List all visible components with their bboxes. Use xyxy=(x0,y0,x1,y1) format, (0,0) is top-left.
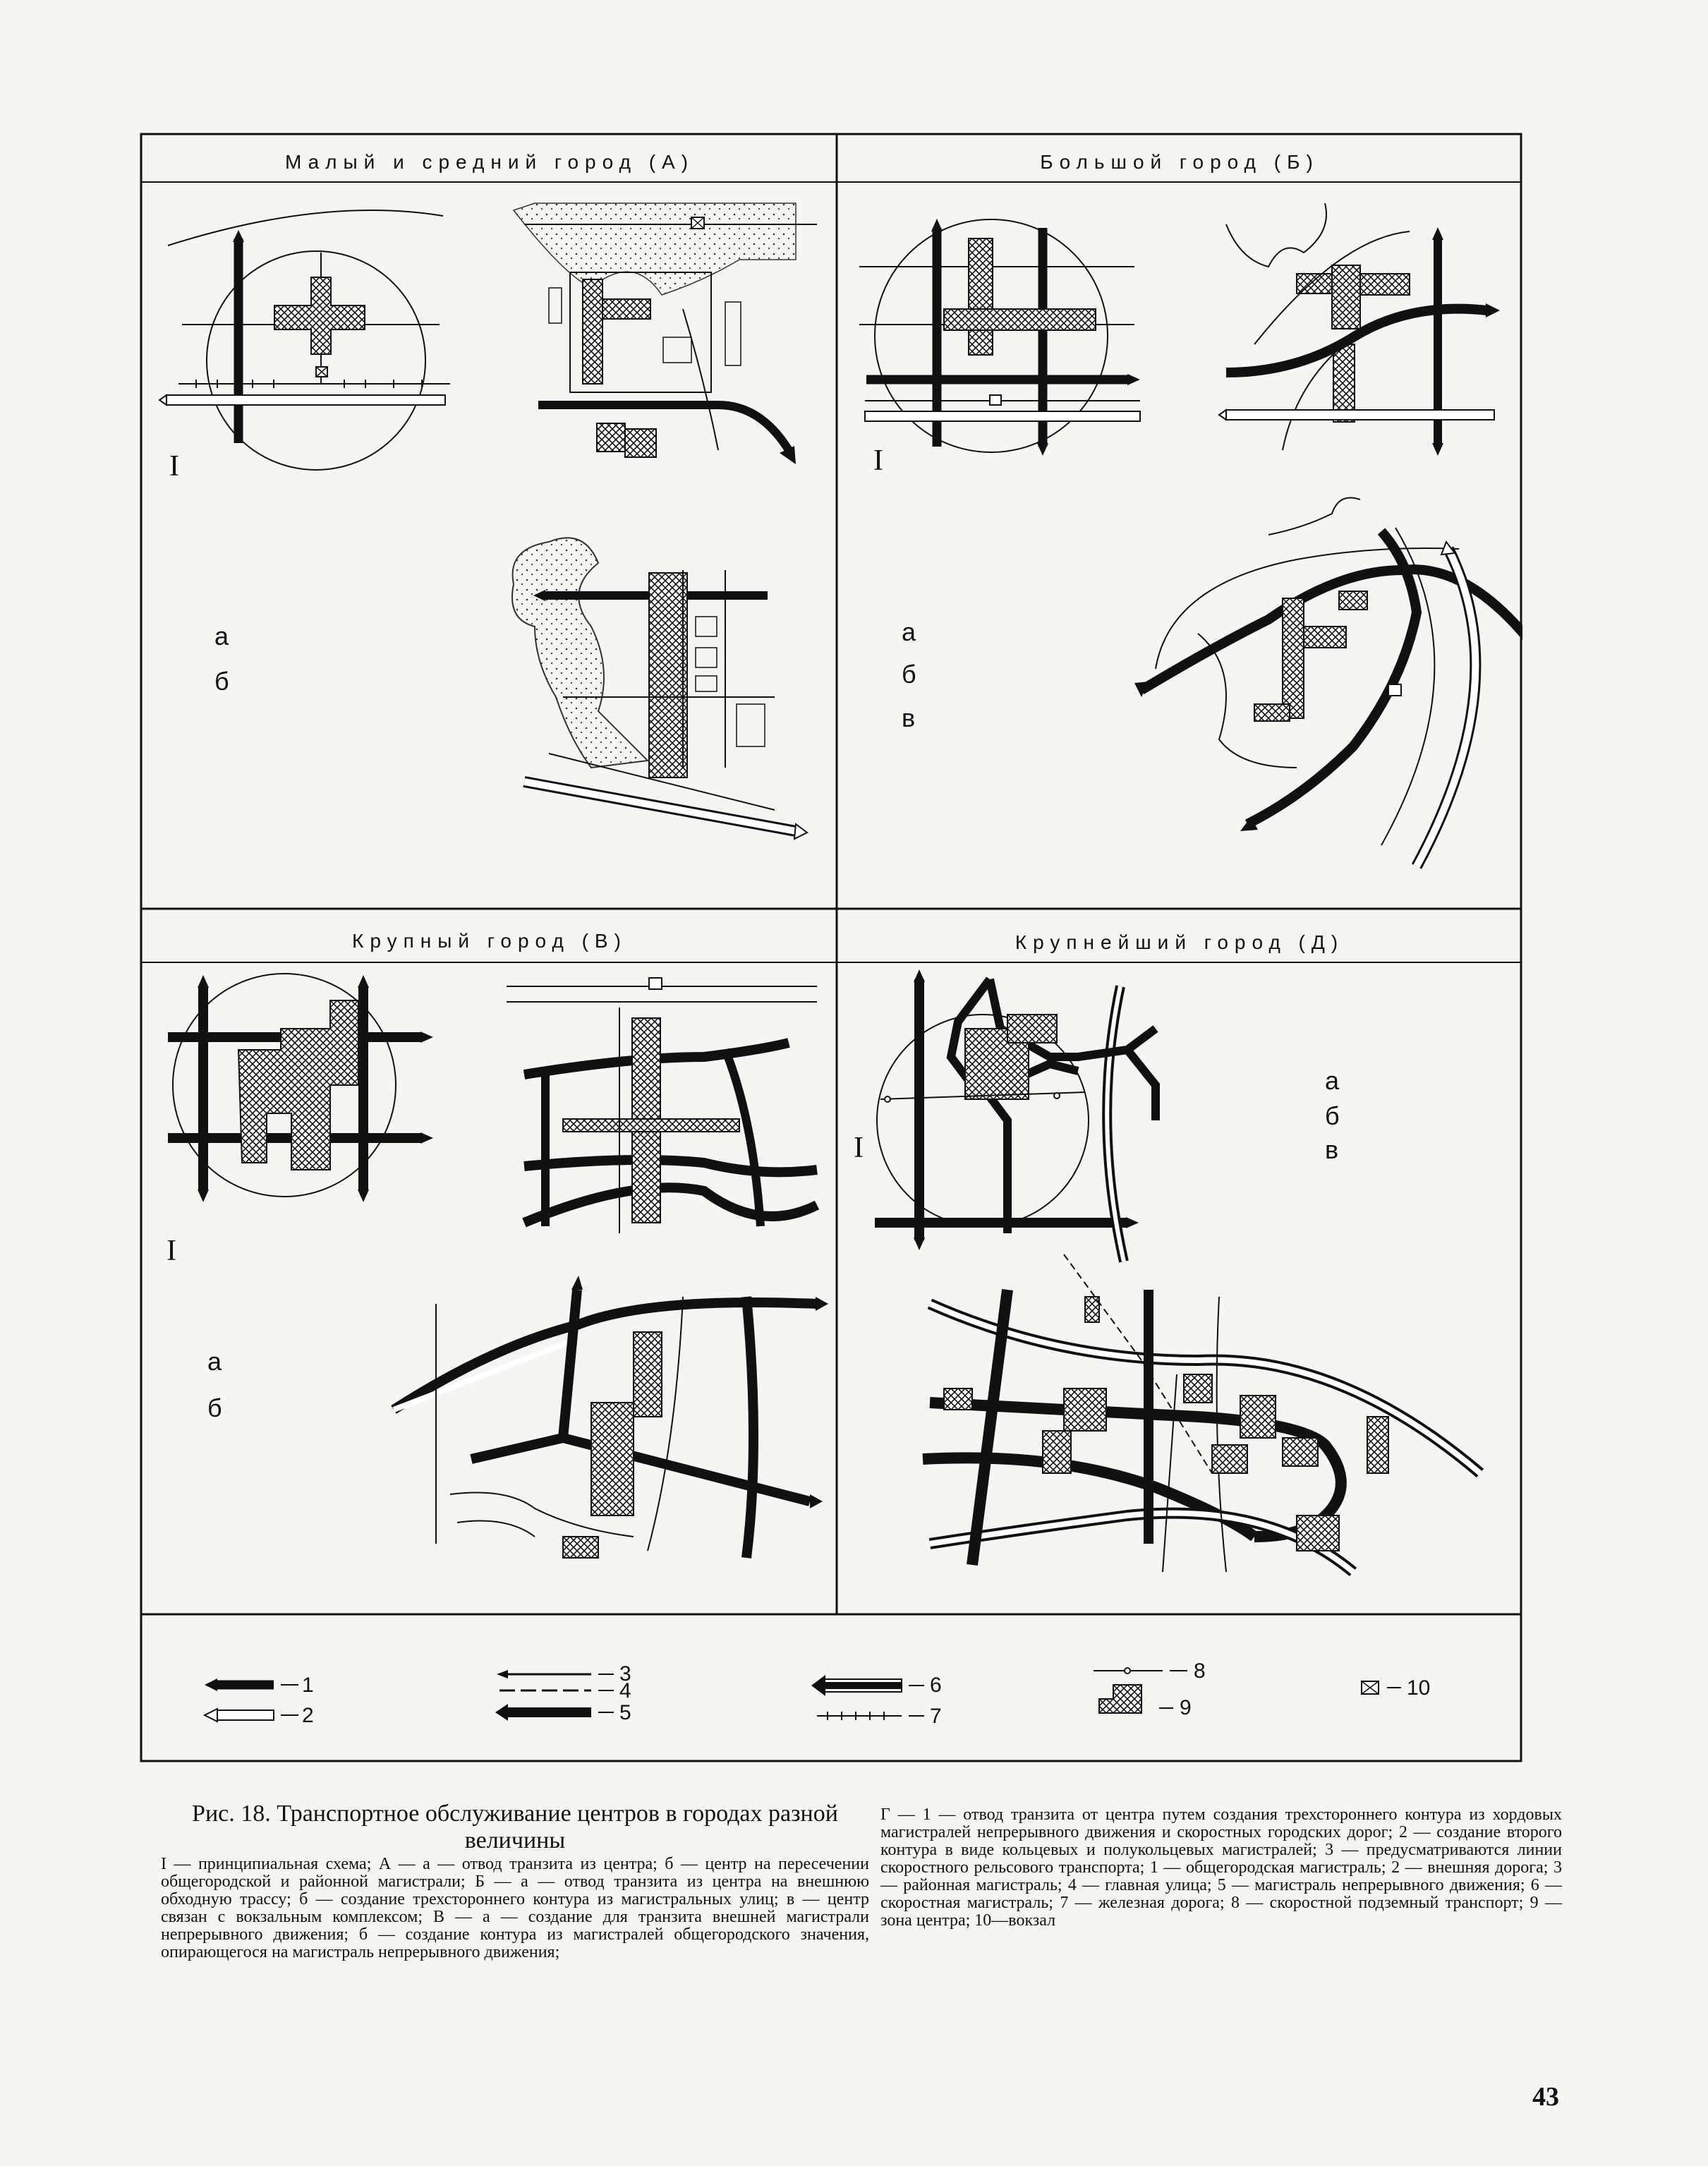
panel-d-mark-roman: I xyxy=(854,1132,864,1164)
figure-caption-right: Г — 1 — отвод транзита от центра путем создания трехстороннего контура из хордовых магистралей непрерывного движения и скоростных городских дорог; 2 — создание второго контура в виде кольцевых и полукольцевых магистралей; 3 — предусматриваются линии скоростного рельсового транспорта; 1 — общегородская магистраль; 2 — внешняя дорога; 3 — районная магистраль; 4 — главная улица; 5 — магистраль непрерывного движения; 6 — скоростная магистраль; 7 — железная дорога; 8 — скоростной подземный транспорт; 9 — зона центра; 10—вокзал xyxy=(880,1805,1562,1930)
panel-a-variant-b xyxy=(512,538,807,839)
arterial-arrow-icon xyxy=(205,1678,298,1691)
panel-b-title: Большой город (Б) xyxy=(1040,151,1319,173)
panel-v-variant-a xyxy=(507,978,817,1233)
panel-d-mark-a: а xyxy=(1325,1066,1340,1095)
underground-rail-icon xyxy=(1094,1668,1187,1674)
panel-b-mark-a: а xyxy=(902,617,916,646)
railway-icon xyxy=(817,1712,924,1720)
legend-num-8: 8 xyxy=(1194,1659,1206,1683)
local-main-arrow-icon xyxy=(497,1670,614,1678)
center-zone-hatch-icon xyxy=(1099,1685,1173,1713)
panel-v-mark-b: б xyxy=(207,1393,222,1422)
panel-v-title: Крупный город (В) xyxy=(352,930,627,952)
panel-b-variant-b xyxy=(1134,498,1522,867)
legend-num-9: 9 xyxy=(1180,1696,1192,1719)
panel-d-mark-b: б xyxy=(1325,1101,1340,1130)
legend-num-7: 7 xyxy=(930,1705,942,1728)
panel-a-scheme xyxy=(159,210,450,470)
panel-a-mark-roman: I xyxy=(169,450,179,483)
panel-v-variant-b xyxy=(394,1276,828,1558)
legend-num-3: 3 xyxy=(619,1662,631,1686)
station-icon xyxy=(1362,1681,1401,1694)
legend-num-10: 10 xyxy=(1407,1676,1431,1700)
panel-v-mark-a: а xyxy=(207,1347,222,1376)
legend-num-2: 2 xyxy=(302,1704,314,1727)
panel-d-title: Крупнейший город (Д) xyxy=(1014,931,1345,953)
panel-d-variant xyxy=(923,1254,1480,1572)
panel-a-mark-a: а xyxy=(214,622,229,651)
panel-b-scheme xyxy=(859,219,1140,456)
express-road-arrow-icon xyxy=(811,1675,924,1696)
panel-b-mark-b: б xyxy=(902,660,916,689)
continuous-traffic-arrow-icon xyxy=(495,1704,614,1721)
panel-a-mark-b: б xyxy=(214,667,229,696)
panel-a-title: Малый и средний город (А) xyxy=(284,151,695,173)
panel-b-mark-roman: I xyxy=(873,444,883,477)
legend-num-1: 1 xyxy=(302,1674,314,1697)
panel-a-variant-a xyxy=(514,203,817,464)
legend xyxy=(205,1668,1401,1722)
panel-b-mark-v: в xyxy=(902,703,916,732)
panel-v-mark-roman: I xyxy=(166,1235,176,1267)
figure-caption-title: Рис. 18. Транспортное обслуживание центров в городах разной величины xyxy=(192,1801,838,1853)
panel-d-mark-v: в xyxy=(1325,1135,1339,1164)
legend-num-6: 6 xyxy=(930,1674,942,1697)
panel-b-variant-a xyxy=(1219,203,1500,456)
legend-num-4: 4 xyxy=(619,1679,631,1702)
figure-18 xyxy=(140,133,1522,1762)
panel-v-scheme xyxy=(168,974,433,1202)
figure-caption-left: I — принципиальная схема; А — а — отвод транзита из центра; б — центр на пересечении общегородской и районной магистрали; Б — а — отвод транзита из центра на внешнюю обходную трассу; б — создание трехстороннего контура из магистральных улиц; в — центр связан с вокзальным комплексом; В — а — создание для транзита внешней магистрали непрерывного движения; б — создание контура из магистралей общегородского значения, опирающегося на магистраль непрерывного движения; xyxy=(161,1855,869,1961)
page-number: 43 xyxy=(1532,2082,1559,2112)
legend-num-5: 5 xyxy=(619,1701,631,1724)
outer-road-arrow-icon xyxy=(205,1709,298,1722)
panel-d-scheme xyxy=(875,969,1156,1262)
